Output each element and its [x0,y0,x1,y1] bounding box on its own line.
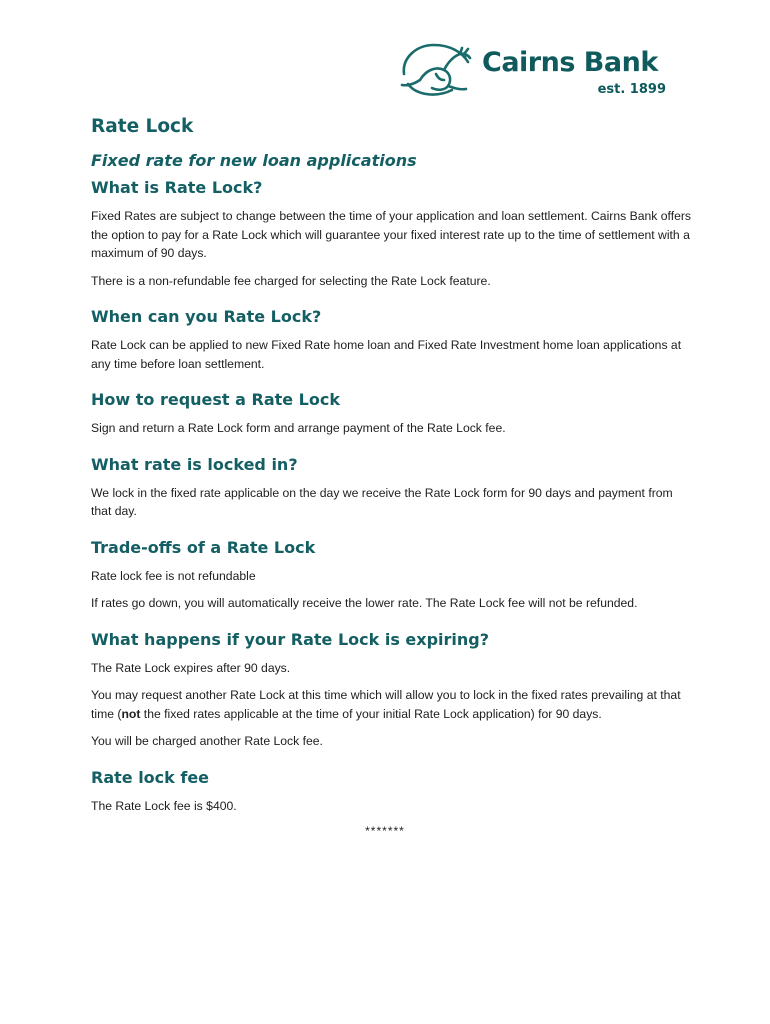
section-trade-offs [91,537,691,613]
paragraph: There is a non-refundable fee charged for selecting the Rate Lock feature. [91,273,491,288]
paragraph: Rate lock fee is not refundable [91,568,256,583]
section-heading: What is Rate Lock? [91,178,263,197]
paragraph: The Rate Lock fee is $400. [91,798,237,813]
paragraph: The Rate Lock expires after 90 days. [91,660,291,675]
established-year: est. 1899 [597,82,666,97]
section-heading: How to request a Rate Lock [91,390,340,409]
section-heading: What rate is locked in? [91,454,298,474]
emphasis-not: not [121,706,141,721]
section-heading: Trade-offs of a Rate Lock [91,537,316,557]
section-heading: When can you Rate Lock? [91,307,322,326]
page-subtitle: Fixed rate for new loan applications [91,151,417,170]
section-when-can-you-rate-lock [91,306,691,373]
document-body [91,114,691,854]
paragraph: Fixed Rates are subject to change between the time of your application and loan settlement. Cairns Bank offers the option to pay for a Rate Lock which will guarantee your fixed interest rate up to the time of settlement with a maximum of 90 days. [91,209,692,260]
section-rate-lock-fee [91,767,691,839]
paragraph: You will be charged another Rate Lock fee. [91,734,323,748]
text-run: the fixed rates applicable at the time of your initial Rate Lock application) for 90 days. [140,706,602,721]
paragraph: We lock in the fixed rate applicable on the day we receive the Rate Lock form for 90 days and payment from that day. [91,485,673,518]
section-what-rate-locked [91,454,691,521]
kangaroo-icon [398,40,480,98]
cairns-bank-logo [398,40,668,100]
paragraph: Sign and return a Rate Lock form and arrange payment of the Rate Lock fee. [91,421,506,435]
page-title: Rate Lock [91,116,194,137]
text-run: You may request another Rate Lock at this time which will allow you to lock in the fixed rates prevailing at that time ( [91,688,681,721]
end-of-document-marker: ******* [365,824,405,838]
paragraph: If rates go down, you will automatically receive the lower rate. The Rate Lock fee will not be refunded. [91,596,638,610]
section-expiring [91,629,691,751]
section-how-to-request [91,389,691,438]
bank-name: Cairns Bank [482,47,658,78]
section-heading: What happens if your Rate Lock is expiring? [91,629,490,649]
section-what-is-rate-lock [91,177,691,290]
paragraph [91,686,691,723]
paragraph: Rate Lock can be applied to new Fixed Rate home loan and Fixed Rate Investment home loan applications at any time before loan settlement. [91,338,682,371]
section-heading: Rate lock fee [91,767,210,787]
